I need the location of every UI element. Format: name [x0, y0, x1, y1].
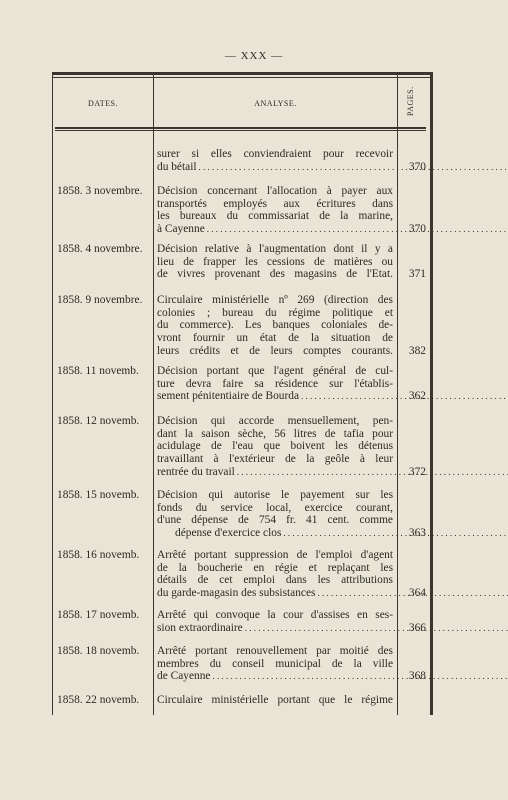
- entry-line: Décision qui autorise le payement sur les: [157, 489, 393, 501]
- entry-line: Circulaire ministérielle portant que le régime: [157, 694, 393, 706]
- entry-line: fonds du service local, exercice courant,: [157, 501, 393, 514]
- entry-line: Décision concernant l'allocation à payer aux: [157, 185, 393, 197]
- entry-line: leurs crédits et de leurs comptes courants.: [157, 344, 393, 357]
- entry-line: les bureaux du commissariat de la marine,: [157, 210, 393, 223]
- entry-line-leader: de Cayenne. . .: [157, 670, 393, 683]
- entry-line-leader: du garde-magasin des subsistances. . .: [157, 587, 393, 600]
- entry-line: Arrêté portant suppression de l'emploi d'agent: [157, 549, 393, 561]
- entry-date: 1858. 17 novemb.: [57, 609, 140, 621]
- entry-line: transportés employés aux écritures dans: [157, 197, 393, 210]
- entry-date: 1858. 11 novemb.: [57, 365, 139, 377]
- entry-date: 1858. 9 novembre.: [57, 294, 143, 306]
- entry-text: [157, 243, 393, 281]
- entry-line: lieu de frapper les cessions de matières ou: [157, 255, 393, 268]
- entry-line: Arrêté qui convoque la cour d'assises en ses-: [157, 609, 393, 621]
- entry-line-leader: rentrée du travail. . .: [157, 466, 393, 479]
- header-pages: PAGES.: [406, 86, 415, 116]
- entry-line: travaillant à l'extérieur de la geôle à leur: [157, 453, 393, 466]
- entry-line-leader: dépense d'exercice clos. . .: [157, 527, 393, 540]
- entry-line: détails de cet emploi dans les attributions: [157, 574, 393, 587]
- entry-line: Décision qui accorde mensuellement, pen-: [157, 415, 393, 427]
- entry-line: colonies ; bureau du régime politique et: [157, 306, 393, 319]
- entry-line: ture devra faire sa résidence sur l'établis-: [157, 377, 393, 390]
- entry-line-leader: du bétail. . .: [157, 161, 393, 174]
- entry-text: [157, 549, 393, 600]
- entry-line-leader: sion extraordinaire. . .: [157, 622, 393, 635]
- entry-date: 1858. 4 novembre.: [57, 243, 143, 255]
- entry-text: [157, 148, 393, 173]
- entry-line: Décision portant que l'agent général de cul-: [157, 365, 393, 377]
- header-analyse: ANALYSE.: [254, 99, 297, 108]
- entry-text: [157, 185, 393, 236]
- entry-date: 1858. 22 novemb.: [57, 694, 140, 706]
- entry-page: 366: [408, 621, 426, 634]
- entry-line: de la boucherie en régie et replaçant les: [157, 561, 393, 574]
- entry-page: 370: [408, 223, 426, 235]
- index-table: [52, 72, 433, 715]
- entry-text: [157, 365, 393, 403]
- entry-page: 362: [408, 390, 426, 403]
- entry-text: [157, 415, 393, 479]
- header-dates: DATES.: [88, 99, 118, 108]
- entry-line: Décision relative à l'augmentation dont il y a: [157, 243, 393, 255]
- entry-line: vront fournir un état de la situation de: [157, 332, 393, 345]
- entry-date: 1858. 16 novemb.: [57, 549, 140, 561]
- entry-date: 1858. 18 novemb.: [57, 645, 140, 657]
- entry-page: 368: [408, 670, 426, 683]
- entry-date: 1858. 3 novembre.: [57, 185, 143, 197]
- page-folio: — XXX —: [224, 50, 284, 62]
- entry-page: 370: [408, 160, 426, 173]
- entry-line-leader: sement pénitentiaire de Bourda. . .: [157, 390, 393, 403]
- entry-line: acidulage de l'eau que boivent les détenus: [157, 440, 393, 453]
- header-rule: [55, 127, 426, 129]
- entry-line: de vivres provenant des magasins de l'Etat.: [157, 268, 393, 281]
- entry-text: [157, 609, 393, 634]
- entry-line: membres du conseil municipal de la ville: [157, 657, 393, 670]
- entry-page: 364: [408, 587, 426, 599]
- entry-date: 1858. 15 novemb.: [57, 489, 140, 501]
- entry-line: Circulaire ministérielle nº 269 (direction des: [157, 294, 393, 306]
- entry-text: [157, 694, 393, 707]
- entry-text: [157, 489, 393, 540]
- entry-text: [157, 645, 393, 683]
- entry-page: 363: [408, 527, 426, 539]
- entry-text: [157, 294, 393, 358]
- entry-line: d'une dépense de 754 fr. 41 cent. comme: [157, 514, 393, 527]
- entry-line: Arrêté portant renouvellement par moitié des: [157, 645, 393, 657]
- entry-line: du commerce). Les banques coloniales de-: [157, 319, 393, 332]
- entry-line: surer si elles conviendraient pour recevoir: [157, 148, 393, 160]
- entry-page: 382: [408, 344, 426, 357]
- entry-page: 371: [408, 268, 426, 281]
- entry-line-leader: à Cayenne. . .: [157, 223, 393, 236]
- entry-line: dant la saison sèche, 56 litres de tafia pour: [157, 427, 393, 440]
- entry-page: 372: [408, 465, 426, 478]
- entry-date: 1858. 12 novemb.: [57, 415, 140, 427]
- column-rule-dates: [153, 75, 154, 715]
